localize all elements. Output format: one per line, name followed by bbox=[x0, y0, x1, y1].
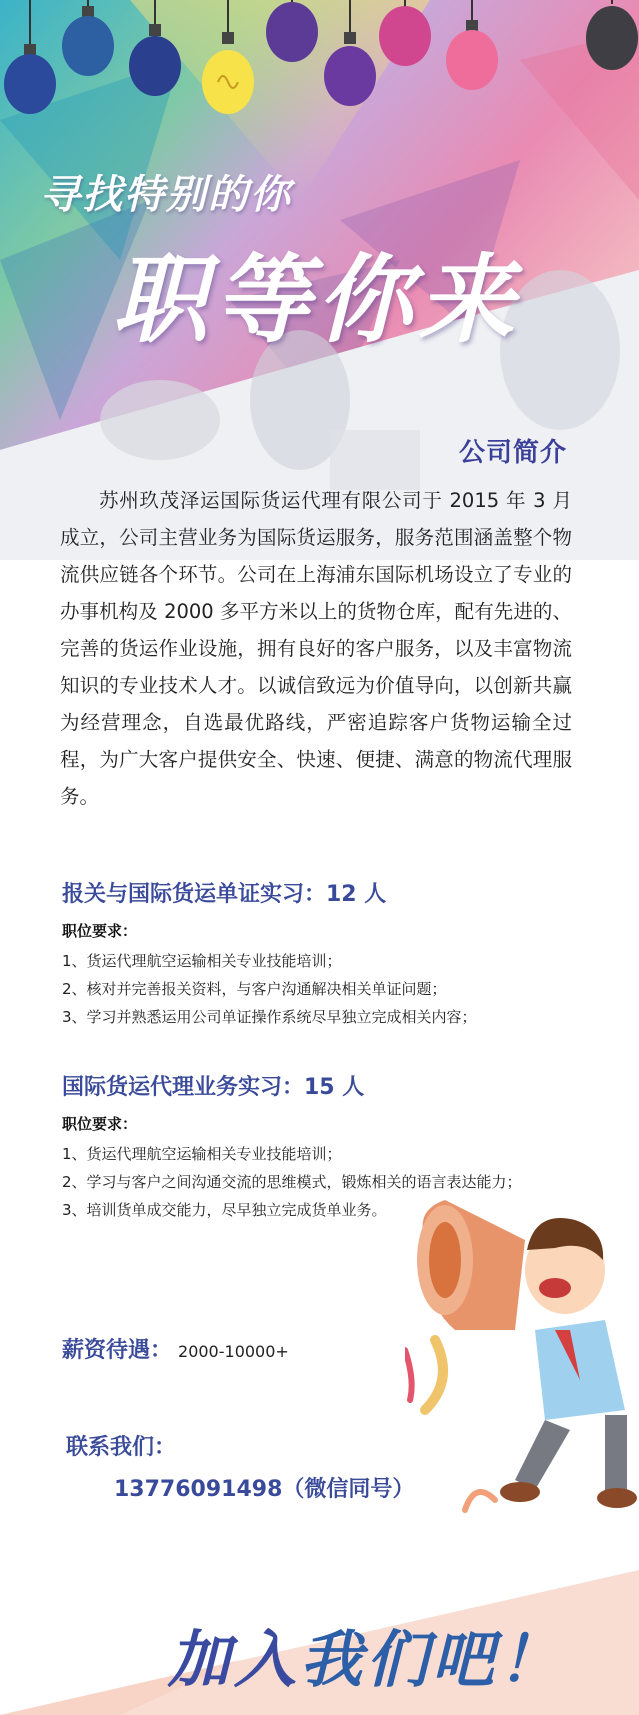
hero-title: 职等你来 bbox=[112, 244, 520, 356]
requirement-item: 3、学习并熟悉运用公司单证操作系统尽早独立完成相关内容； bbox=[62, 1008, 477, 1026]
megaphone-mascot-illustration bbox=[405, 1180, 639, 1540]
requirements-label: 职位要求： bbox=[62, 1115, 138, 1133]
join-slogan-part1: 加入 bbox=[168, 1623, 301, 1696]
requirement-item: 3、培训货单成交能力，尽早独立完成货单业务。 bbox=[62, 1201, 387, 1219]
requirement-item: 1、货运代理航空运输相关专业技能培训； bbox=[62, 1145, 342, 1163]
job-title: 报关与国际货运单证实习：12 人 bbox=[62, 882, 387, 907]
contact-label: 联系我们： bbox=[66, 1435, 177, 1460]
company-intro-text: 苏州玖茂泽运国际货运代理有限公司于 2015 年 3 月成立，公司主营业务为国际货运服务，服务范围涵盖整个物流供应链各个环节。公司在上海浦东国际机场设立了专业的办事机构及 2000 多平方米以上的货物仓库，配有先进的、完善的货运作业设施，拥有良好的客户服务，以及丰富物流知识的专业技术人才。以诚信致远为价值导向，以创新共赢为经营理念，自选最优路线，严密追踪客户货物运输全过程，为广大客户提供安全、快速、便捷、满意的物流代理服务。 bbox=[60, 489, 572, 808]
salary-value: 2000-10000+ bbox=[178, 1342, 289, 1361]
requirements-label: 职位要求： bbox=[62, 922, 138, 940]
join-us-slogan bbox=[168, 1610, 564, 1699]
requirement-item: 2、核对并完善报关资料，与客户沟通解决相关单证问题； bbox=[62, 980, 447, 998]
requirement-item: 1、货运代理航空运输相关专业技能培训； bbox=[62, 952, 342, 970]
footer-banner bbox=[0, 1530, 639, 1715]
hero-subtitle: 寻找特别的你 bbox=[40, 172, 292, 218]
contact-phone[interactable]: 13776091498（微信同号） bbox=[114, 1477, 415, 1502]
salary-info bbox=[62, 1333, 289, 1364]
company-intro-heading: 公司简介 bbox=[458, 438, 567, 468]
job-posting-customs bbox=[62, 877, 477, 1031]
join-slogan-part2: 我们吧！ bbox=[300, 1623, 565, 1696]
requirement-item: 2、学习与客户之间沟通交流的思维模式，锻炼相关的语言表达能力； bbox=[62, 1173, 522, 1191]
hero-banner bbox=[0, 0, 639, 560]
job-title: 国际货运代理业务实习：15 人 bbox=[62, 1075, 365, 1100]
salary-label: 薪资待遇： bbox=[62, 1338, 173, 1363]
